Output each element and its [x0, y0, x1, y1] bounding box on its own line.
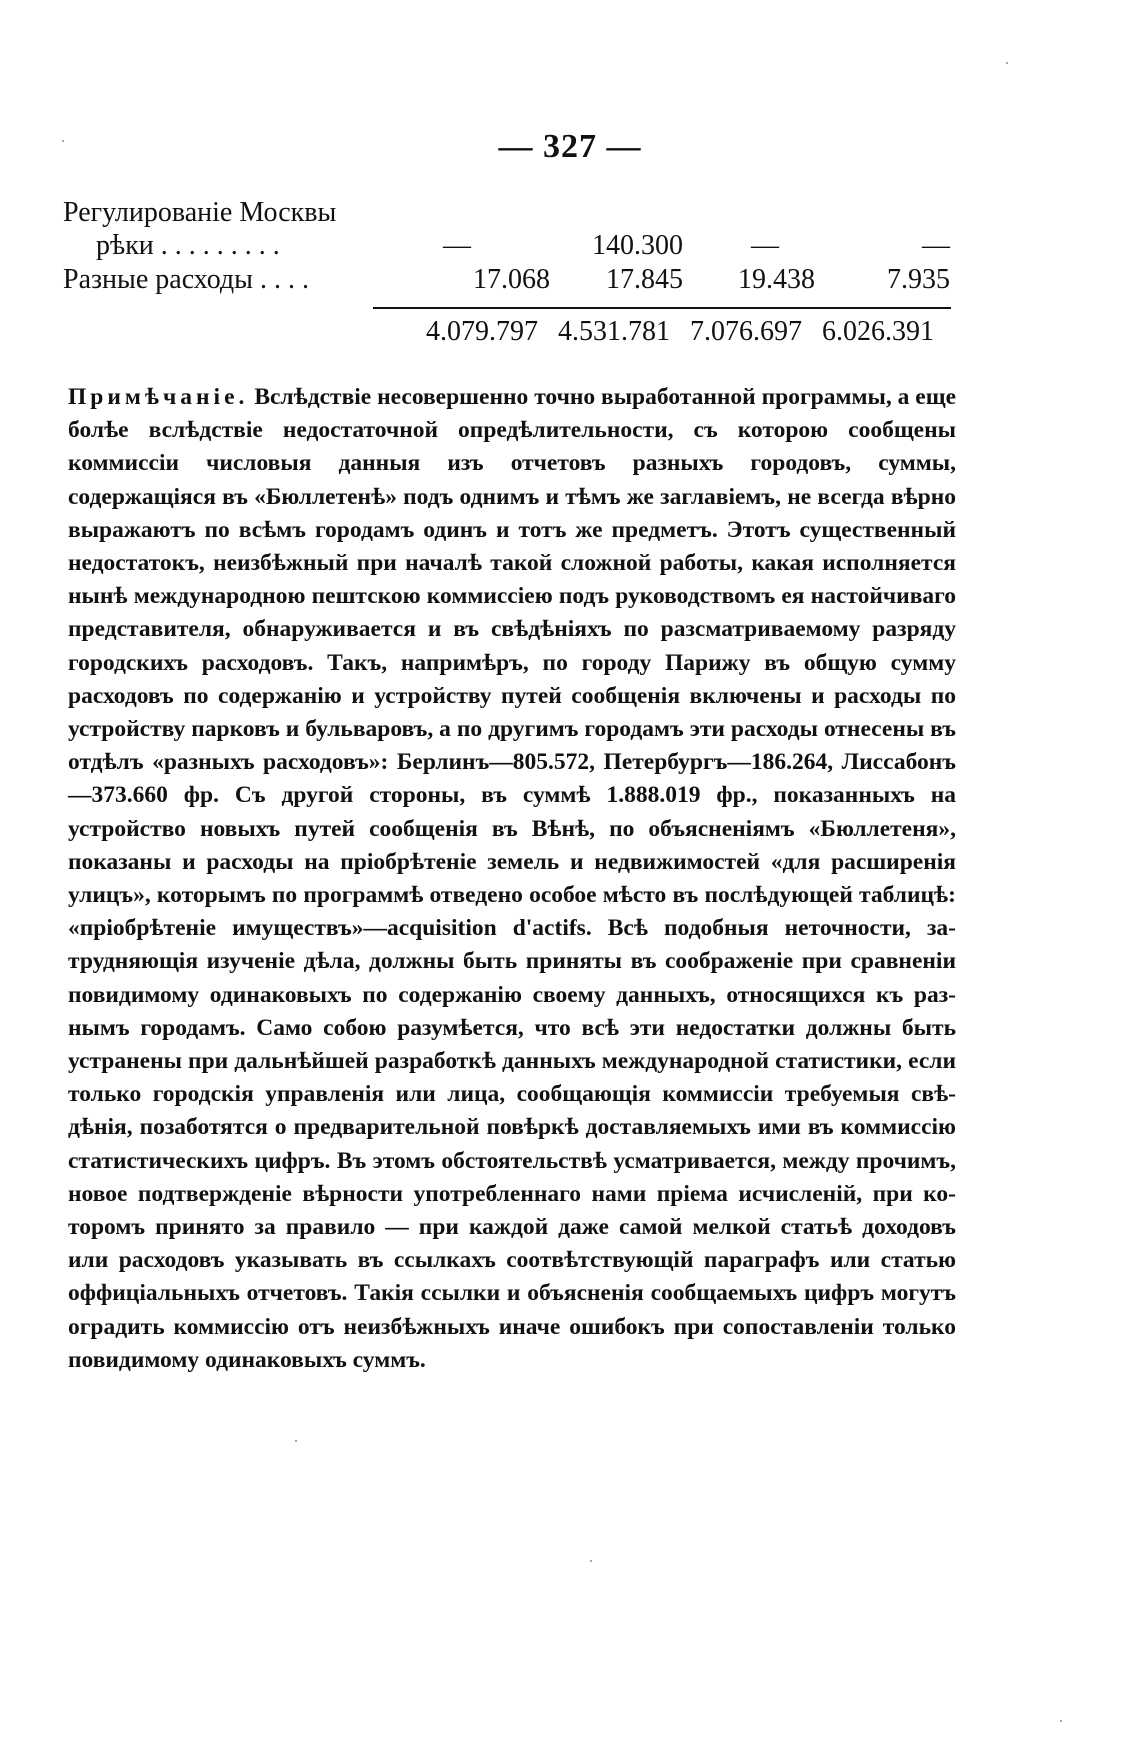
note-title: Примѣчаніе. [68, 384, 249, 410]
table-cell: 140.300 [592, 230, 683, 261]
note-paragraph [68, 381, 956, 1377]
table-cell: 7.935 [887, 264, 950, 295]
totals-rule [373, 307, 951, 309]
scan-speck [590, 1560, 592, 1562]
table-cell: — [751, 230, 779, 261]
table-cell: — [922, 230, 950, 261]
scan-speck [1060, 1720, 1062, 1722]
total-value: 7.076.697 [690, 316, 802, 347]
page-number: — 327 — [498, 128, 642, 165]
table-cell: 17.845 [606, 264, 683, 295]
total-value: 6.026.391 [822, 316, 934, 347]
total-value: 4.079.797 [426, 316, 538, 347]
table-cell: — [443, 230, 471, 261]
row-label-line: рѣки . . . . . . . . . [96, 230, 280, 261]
table-cell: 17.068 [473, 264, 550, 295]
scan-speck [62, 140, 64, 142]
scan-speck [295, 1440, 297, 1442]
total-value: 4.531.781 [558, 316, 670, 347]
row-label-line: Регулированіе Москвы [63, 197, 337, 228]
row-label-line: Разные расходы . . . . [63, 264, 309, 295]
note-text: Вслѣдствіе несовершенно точно выработанной программы, а еще болѣе вслѣдствіе недостаточной опредѣлительности, съ которою сообщены коммиссіи числовыя данныя изъ отчетовъ разныхъ городовъ, суммы, содержащіяся въ «Бюллетенѣ» подъ однимъ и тѣмъ же заглавіемъ, не всегда вѣрно выражаютъ по всѣмъ городамъ одинъ и тотъ же предметъ. Этотъ существенный недостатокъ, неизбѣжный при началѣ такой сложной работы, какая исполняется нынѣ международною пештскою коммиссіею подъ руководствомъ ея настойчиваго представителя, обнаруживается и въ свѣдѣніяхъ по разсматриваемому разряду городскихъ расходовъ. Такъ, напримѣръ, по городу Парижу въ общую сумму расходовъ по содержанію и устройству путей сообщенія включены и расходы по устройству парковъ и бульваровъ, а по другимъ городамъ эти расходы отнесены въ отдѣлъ «разныхъ расходовъ»: Берлинъ—805.572, Петербургъ—186.264, Лиссабонъ—373.660 фр. Съ другой стороны, въ суммѣ 1.888.019 фр., показанныхъ на устройство новыхъ путей сообщенія въ Вѣнѣ, по объясненіямъ «Бюллетеня», показаны и расходы на пріобрѣтеніе земель и недвижимостей «для расширенія улицъ», которымъ по программѣ отведено особое мѣсто въ послѣдующей таблицѣ: «пріобрѣтеніе имуществъ»—acquisition d'actifs. Всѣ подобныя неточности, затрудняющія изученіе дѣла, должны быть приняты въ соображеніе при сравненіи повидимому одинаковыхъ по содержанію своему данныхъ, относящихся къ разнымъ городамъ. Само собою разумѣется, что всѣ эти недостатки должны быть устранены при дальнѣйшей разработкѣ данныхъ международной статистики, если только городскія управленія или лица, сообщающія коммиссіи требуемыя свѣдѣнія, позаботятся о предварительной повѣркѣ доставляемыхъ ими въ коммиссію статистическихъ цифръ. Въ этомъ обстоятельствѣ усматривается, между прочимъ, новое подтвержденіе вѣрности употребленнаго нами пріема исчисленій, при которомъ принято за правило — при каждой даже самой мелкой статьѣ доходовъ или расходовъ указывать въ ссылкахъ соотвѣтствующій параграфъ или статью оффиціальныхъ отчетовъ. Такія ссылки и объясненія сообщаемыхъ цифръ могутъ оградить коммиссію отъ неизбѣжныхъ иначе ошибокъ при сопоставленіи только повидимому одинаковыхъ суммъ. [68, 384, 956, 1373]
table-cell: 19.438 [738, 264, 815, 295]
scan-speck [1006, 62, 1008, 64]
